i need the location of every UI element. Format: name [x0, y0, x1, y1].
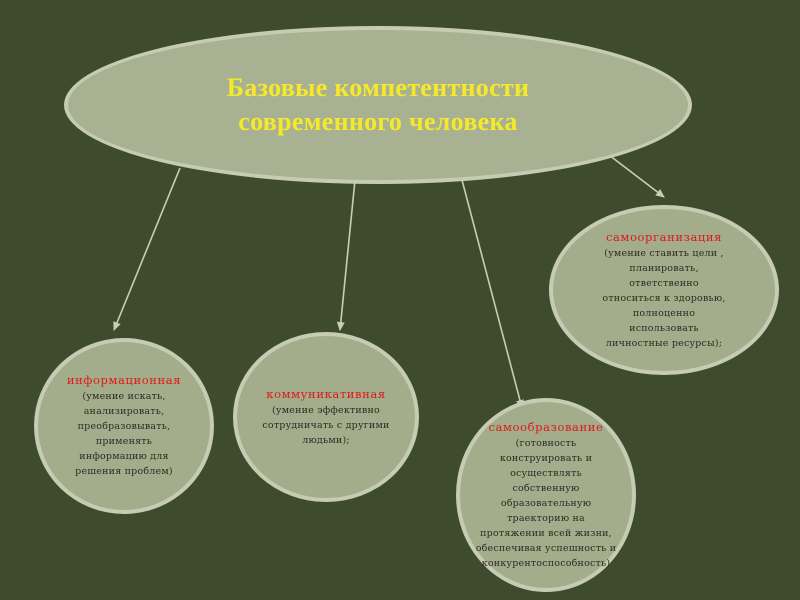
- connector-to-information: [114, 168, 180, 330]
- connector-to-communication: [340, 180, 355, 330]
- self-organization-title: самоорганизация: [605, 229, 723, 244]
- information-title: информационная: [66, 373, 182, 387]
- self-education-competence-node: [456, 398, 636, 592]
- main-title-line-2: современного человека: [238, 107, 518, 136]
- communication-competence-node: [233, 332, 419, 502]
- self-education-title: самообразование: [488, 419, 604, 434]
- self-organization-competence-node: [549, 205, 779, 375]
- self-education-description: (готовность конструировать и осуществлять собственную образовательную траекторию на протяжении всей жизни, обеспечивая успешность и конкурентоспособность): [475, 437, 617, 569]
- self-organization-description: (умение ставить цели , планировать, ответственно относиться к здоровью, полноценно использовать личностные ресурсы);: [602, 247, 726, 349]
- communication-title: коммуникативная: [266, 386, 386, 401]
- information-description: (умение искать, анализировать, преобразовывать, применять информацию для решения проблем): [75, 391, 173, 477]
- communication-description: (умение эффективно сотрудничать с другими людьми);: [262, 404, 390, 446]
- main-title-line-1: Базовые компетентности: [226, 73, 530, 102]
- information-competence-node: [34, 338, 214, 514]
- connector-to-self-organization: [605, 152, 664, 197]
- connector-to-self-education: [462, 180, 522, 408]
- main-concept-ellipse: [64, 26, 692, 184]
